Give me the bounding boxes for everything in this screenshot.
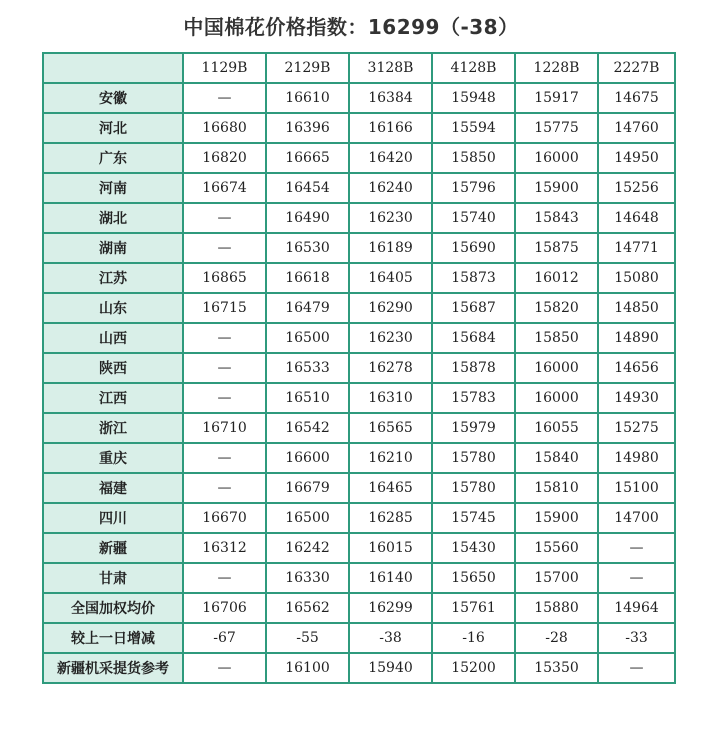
- price-cell: 16189: [349, 233, 432, 263]
- price-cell: 16542: [266, 413, 349, 443]
- price-cell: 14890: [598, 323, 675, 353]
- table-row: [43, 653, 675, 683]
- column-header: 2129B: [266, 53, 349, 83]
- price-cell: 15745: [432, 503, 515, 533]
- price-cell: —: [183, 353, 266, 383]
- row-label: 浙江: [43, 413, 183, 443]
- column-header: 1129B: [183, 53, 266, 83]
- price-cell: 15780: [432, 473, 515, 503]
- row-label: 山东: [43, 293, 183, 323]
- price-cell: 15900: [515, 173, 598, 203]
- price-cell: 16510: [266, 383, 349, 413]
- price-cell: 16490: [266, 203, 349, 233]
- price-cell: 16384: [349, 83, 432, 113]
- price-cell: 16865: [183, 263, 266, 293]
- price-cell: 15594: [432, 113, 515, 143]
- price-cell: 16820: [183, 143, 266, 173]
- table-row: [43, 293, 675, 323]
- price-cell: 16330: [266, 563, 349, 593]
- price-cell: —: [598, 533, 675, 563]
- price-cell: —: [183, 443, 266, 473]
- price-cell: 16285: [349, 503, 432, 533]
- price-cell: 16242: [266, 533, 349, 563]
- table-row: [43, 383, 675, 413]
- price-cell: 15690: [432, 233, 515, 263]
- price-cell: 16420: [349, 143, 432, 173]
- price-cell: 16562: [266, 593, 349, 623]
- price-cell: 16310: [349, 383, 432, 413]
- price-cell: 16465: [349, 473, 432, 503]
- price-cell: 15780: [432, 443, 515, 473]
- row-label: 河南: [43, 173, 183, 203]
- price-cell: 16665: [266, 143, 349, 173]
- table-row: [43, 503, 675, 533]
- price-cell: 16674: [183, 173, 266, 203]
- price-cell: 14648: [598, 203, 675, 233]
- row-label: 湖北: [43, 203, 183, 233]
- price-cell: 16500: [266, 503, 349, 533]
- price-cell: 15200: [432, 653, 515, 683]
- price-cell: 15796: [432, 173, 515, 203]
- price-cell: 14675: [598, 83, 675, 113]
- price-cell: —: [183, 383, 266, 413]
- price-cell: 16055: [515, 413, 598, 443]
- price-cell: 16166: [349, 113, 432, 143]
- price-cell: —: [598, 563, 675, 593]
- price-cell: -28: [515, 623, 598, 653]
- price-cell: 16000: [515, 353, 598, 383]
- table-row: [43, 563, 675, 593]
- column-header: 3128B: [349, 53, 432, 83]
- row-label: 河北: [43, 113, 183, 143]
- price-cell: 14771: [598, 233, 675, 263]
- price-cell: 15080: [598, 263, 675, 293]
- price-cell: 16600: [266, 443, 349, 473]
- row-label: 重庆: [43, 443, 183, 473]
- price-cell: 15820: [515, 293, 598, 323]
- table-row: [43, 143, 675, 173]
- price-cell: 15740: [432, 203, 515, 233]
- price-cell: 16210: [349, 443, 432, 473]
- price-cell: 15840: [515, 443, 598, 473]
- price-cell: 16405: [349, 263, 432, 293]
- price-cell: 15850: [432, 143, 515, 173]
- price-cell: 15810: [515, 473, 598, 503]
- price-cell: -55: [266, 623, 349, 653]
- column-header: 2227B: [598, 53, 675, 83]
- price-cell: 15256: [598, 173, 675, 203]
- price-cell: —: [183, 323, 266, 353]
- price-cell: 15843: [515, 203, 598, 233]
- price-cell: 16479: [266, 293, 349, 323]
- row-label: 江苏: [43, 263, 183, 293]
- price-cell: 14850: [598, 293, 675, 323]
- price-cell: 15687: [432, 293, 515, 323]
- row-label: 陕西: [43, 353, 183, 383]
- row-label: 四川: [43, 503, 183, 533]
- price-cell: 14980: [598, 443, 675, 473]
- table-row: [43, 353, 675, 383]
- table-row: [43, 623, 675, 653]
- table-row: [43, 203, 675, 233]
- table-row: [43, 413, 675, 443]
- price-cell: 15700: [515, 563, 598, 593]
- price-cell: 14656: [598, 353, 675, 383]
- price-cell: 15430: [432, 533, 515, 563]
- price-cell: 16680: [183, 113, 266, 143]
- price-cell: 16454: [266, 173, 349, 203]
- price-cell: 16012: [515, 263, 598, 293]
- row-label: 湖南: [43, 233, 183, 263]
- price-cell: —: [183, 563, 266, 593]
- price-cell: 14964: [598, 593, 675, 623]
- column-header: 1228B: [515, 53, 598, 83]
- price-cell: 16618: [266, 263, 349, 293]
- price-cell: 14760: [598, 113, 675, 143]
- price-cell: 16230: [349, 203, 432, 233]
- price-cell: 15940: [349, 653, 432, 683]
- row-label: 新疆机采提货参考: [43, 653, 183, 683]
- row-label: 广东: [43, 143, 183, 173]
- table-row: [43, 443, 675, 473]
- price-cell: 15275: [598, 413, 675, 443]
- price-cell: 16533: [266, 353, 349, 383]
- price-cell: 16530: [266, 233, 349, 263]
- price-cell: 16000: [515, 383, 598, 413]
- table-row: [43, 263, 675, 293]
- price-cell: 14700: [598, 503, 675, 533]
- price-cell: 16610: [266, 83, 349, 113]
- price-cell: —: [183, 203, 266, 233]
- cotton-price-table: [42, 52, 676, 684]
- row-label: 全国加权均价: [43, 593, 183, 623]
- price-cell: —: [183, 83, 266, 113]
- row-label: 安徽: [43, 83, 183, 113]
- table-row: [43, 233, 675, 263]
- price-cell: —: [183, 473, 266, 503]
- price-cell: 16312: [183, 533, 266, 563]
- table-row: [43, 533, 675, 563]
- price-cell: 16240: [349, 173, 432, 203]
- price-cell: 15917: [515, 83, 598, 113]
- table-row: [43, 83, 675, 113]
- price-cell: 15878: [432, 353, 515, 383]
- price-cell: 15650: [432, 563, 515, 593]
- page-title: 中国棉花价格指数：16299（-38）: [183, 15, 519, 39]
- row-label: 福建: [43, 473, 183, 503]
- price-cell: 15783: [432, 383, 515, 413]
- price-cell: -67: [183, 623, 266, 653]
- table-row: [43, 113, 675, 143]
- table-row: [43, 323, 675, 353]
- price-cell: 15850: [515, 323, 598, 353]
- price-cell: 16299: [349, 593, 432, 623]
- price-cell: 15875: [515, 233, 598, 263]
- price-cell: 15775: [515, 113, 598, 143]
- price-cell: 16290: [349, 293, 432, 323]
- price-cell: -38: [349, 623, 432, 653]
- price-cell: 16679: [266, 473, 349, 503]
- price-cell: 16140: [349, 563, 432, 593]
- price-cell: 16710: [183, 413, 266, 443]
- price-cell: 16015: [349, 533, 432, 563]
- price-cell: 16100: [266, 653, 349, 683]
- price-cell: 16715: [183, 293, 266, 323]
- price-cell: 14950: [598, 143, 675, 173]
- price-cell: —: [598, 653, 675, 683]
- row-label: 山西: [43, 323, 183, 353]
- price-cell: 15979: [432, 413, 515, 443]
- price-cell: 16565: [349, 413, 432, 443]
- price-cell: 16000: [515, 143, 598, 173]
- row-label: 江西: [43, 383, 183, 413]
- price-cell: 15880: [515, 593, 598, 623]
- price-cell: 15350: [515, 653, 598, 683]
- price-cell: 16396: [266, 113, 349, 143]
- price-cell: 15100: [598, 473, 675, 503]
- price-cell: 15684: [432, 323, 515, 353]
- price-cell: 16278: [349, 353, 432, 383]
- price-cell: 15900: [515, 503, 598, 533]
- price-cell: 16230: [349, 323, 432, 353]
- price-cell: 15560: [515, 533, 598, 563]
- price-cell: 15761: [432, 593, 515, 623]
- column-header: 4128B: [432, 53, 515, 83]
- price-cell: -16: [432, 623, 515, 653]
- price-cell: 15948: [432, 83, 515, 113]
- price-cell: 16706: [183, 593, 266, 623]
- table-row: [43, 473, 675, 503]
- row-label: 甘肃: [43, 563, 183, 593]
- price-cell: 14930: [598, 383, 675, 413]
- price-cell: —: [183, 653, 266, 683]
- row-label: 较上一日增减: [43, 623, 183, 653]
- table-row: [43, 593, 675, 623]
- corner-cell: [43, 53, 183, 83]
- table-row: [43, 173, 675, 203]
- price-cell: —: [183, 233, 266, 263]
- row-label: 新疆: [43, 533, 183, 563]
- price-cell: 16500: [266, 323, 349, 353]
- price-cell: -33: [598, 623, 675, 653]
- price-cell: 15873: [432, 263, 515, 293]
- header-row: [43, 53, 675, 83]
- table-body: [43, 83, 675, 683]
- price-cell: 16670: [183, 503, 266, 533]
